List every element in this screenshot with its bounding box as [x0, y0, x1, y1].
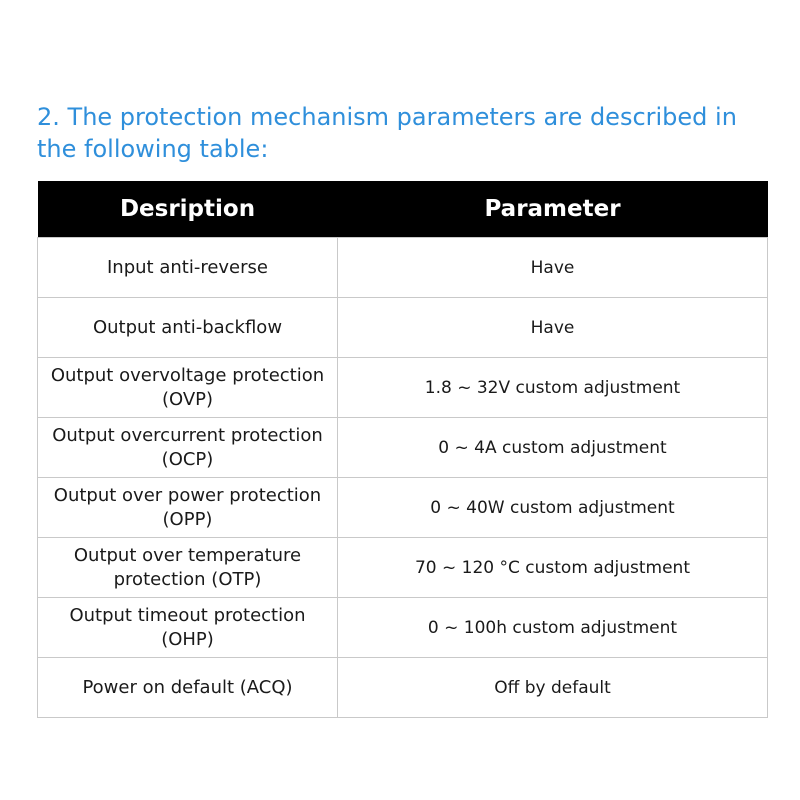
protection-parameters-table [37, 181, 768, 718]
table-row [38, 538, 768, 598]
row-description: Output overvoltage protection (OVP) [38, 358, 338, 418]
table-row [38, 238, 768, 298]
section-heading: 2. The protection mechanism parameters are described in the following table: [37, 103, 737, 163]
row-parameter: Off by default [338, 658, 768, 718]
table-row [38, 418, 768, 478]
table-row [38, 658, 768, 718]
row-parameter: 70 ~ 120 °C custom adjustment [338, 538, 768, 598]
row-parameter: Have [338, 238, 768, 298]
table-row [38, 358, 768, 418]
row-description: Output over power protection (OPP) [38, 478, 338, 538]
description-column-header: Desription [38, 181, 338, 238]
row-parameter: Have [338, 298, 768, 358]
row-description: Output over temperature protection (OTP) [38, 538, 338, 598]
row-parameter: 0 ~ 4A custom adjustment [338, 418, 768, 478]
table-row [38, 298, 768, 358]
row-parameter: 0 ~ 40W custom adjustment [338, 478, 768, 538]
row-description: Output timeout protection (OHP) [38, 598, 338, 658]
row-description: Input anti-reverse [38, 238, 338, 298]
parameter-column-header: Parameter [338, 181, 768, 238]
table-row [38, 598, 768, 658]
row-description: Power on default (ACQ) [38, 658, 338, 718]
row-parameter: 1.8 ~ 32V custom adjustment [338, 358, 768, 418]
table-header-row [38, 181, 768, 238]
row-description: Output overcurrent protection (OCP) [38, 418, 338, 478]
row-parameter: 0 ~ 100h custom adjustment [338, 598, 768, 658]
row-description: Output anti-backflow [38, 298, 338, 358]
table-row [38, 478, 768, 538]
